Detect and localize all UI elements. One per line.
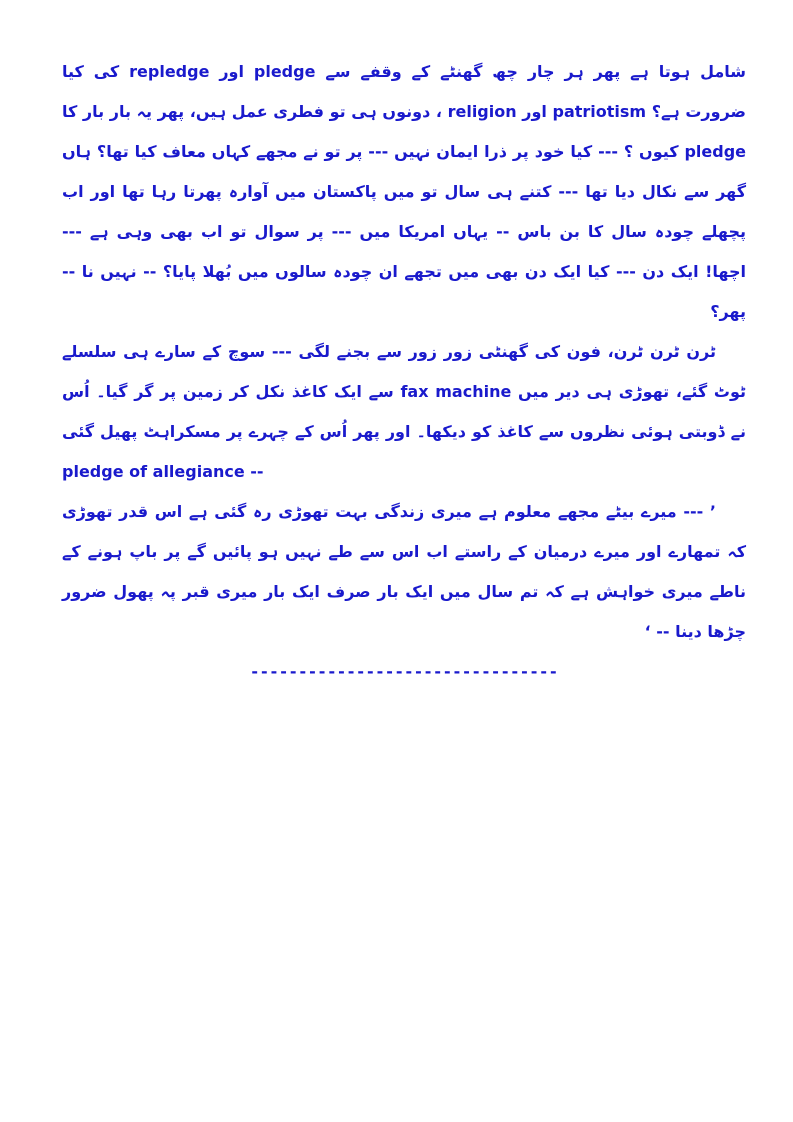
section-divider: -------------------------------- — [249, 662, 559, 681]
paragraph-3: ’ --- میرے بیٹے مجھے معلوم ہے میری زندگی بہت تھوڑی رہ گئی ہے اس قدر تھوڑی کہ تمھارے اور میرے درمیان کے راستے اب اس سے طے نہیں ہو پائیں گے پر باپ ہونے کے ناطے میری خواہش ہے کہ تم سال میں ایک بار صرف ایک بار میری قبر پہ پھول ضرور چڑھا دینا -- ‘ — [62, 502, 746, 641]
paragraph-2: ٹرن ٹرن ٹرن، فون کی گھنٹی زور زور سے بجنے لگی --- سوچ کے سارے ہی سلسلے ٹوٹ گئے، تھوڑی ہی دیر میں fax machine سے ایک کاغذ نکل کر زمین پر گر گیا۔ اُس نے ڈوبتی ہوئی نظروں سے کاغذ کو دیکھا۔ اور پھر اُس کے چہرے پر مسکراہٹ پھیل گئی -- pledge of allegiance — [62, 342, 747, 481]
document-page — [62, 52, 746, 681]
paragraph-1: شامل ہوتا ہے پھر ہر چار چھ گھنٹے کے وقفے سے pledge اور repledge کی کیا ضرورت ہے؟ patriotism اور religion ، دونوں ہی تو فطری عمل ہیں، پھر یہ بار بار کا pledge کیوں ؟ --- کیا خود پر ذرا ایمان نہیں --- پر تو نے مجھے کہاں معاف کیا تھا؟ ہاں گھر سے نکال دیا تھا --- کتنے ہی سال تو میں پاکستان میں آوارہ پھرتا رہا تھا اور اب پچھلے چودہ سال کا بن باس -- یہاں امریکا میں --- پر سوال تو اب بھی وہی ہے --- اچھا! ایک دن --- کیا ایک دن بھی میں تجھے ان چودہ سالوں میں بُھلا پایا؟ -- نہیں نا -- پھر؟ — [62, 62, 747, 321]
